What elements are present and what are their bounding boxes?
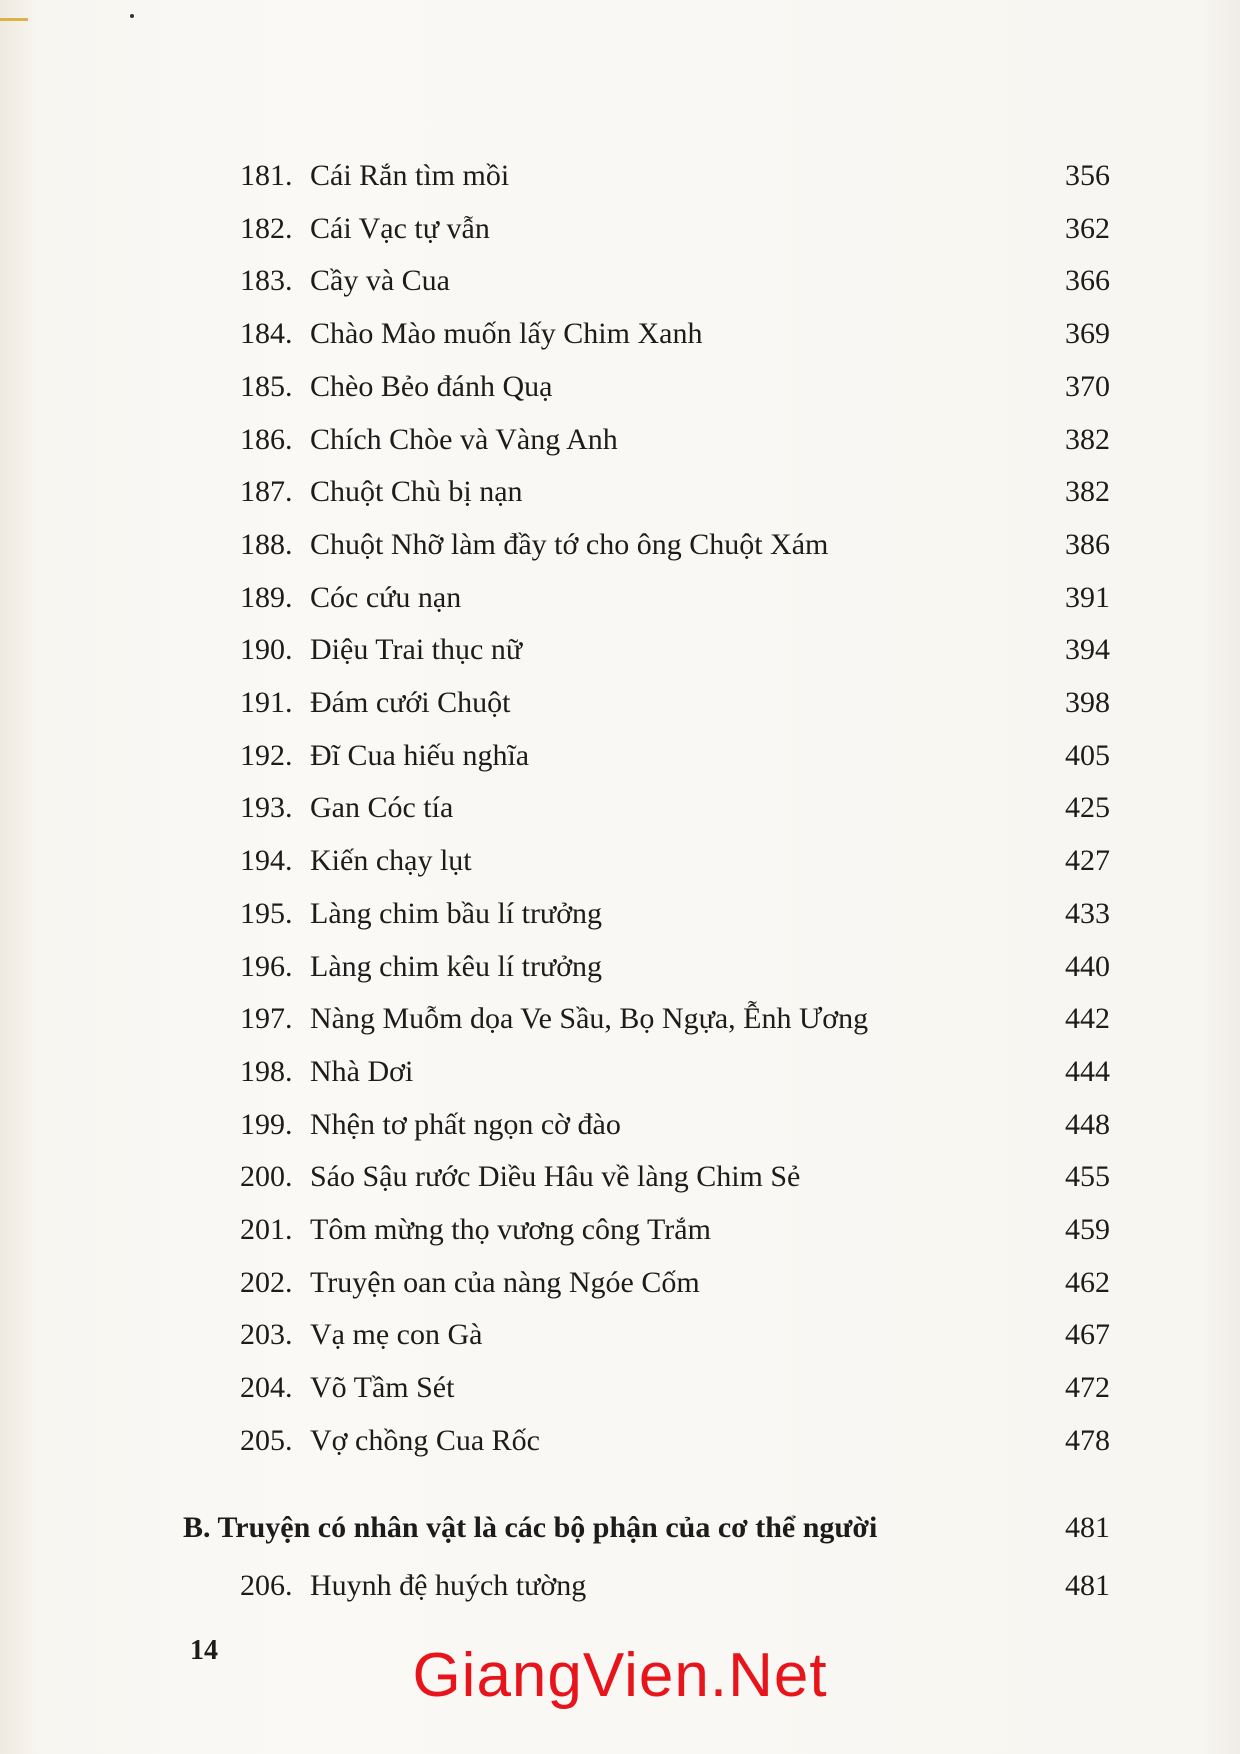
entry-number: 204. [240, 1371, 293, 1405]
entry-title: Gan Cóc tía [310, 791, 454, 825]
entry-title: Nhà Dơi [310, 1054, 414, 1088]
entry-title: Chuột Chù bị nạn [310, 475, 523, 509]
entry-title: Vợ chồng Cua Rốc [310, 1423, 540, 1457]
entry-page: 394 [1065, 633, 1110, 667]
entry-number: 200. [240, 1160, 293, 1194]
entry-title: Làng chim kêu lí trưởng [310, 949, 603, 983]
entry-number: 192. [240, 738, 293, 772]
toc-entry [0, 888, 1240, 940]
toc-entry [0, 1560, 1240, 1612]
entry-number: 202. [240, 1265, 293, 1299]
toc-entry [0, 782, 1240, 834]
entry-number: 187. [240, 475, 293, 509]
entry-number: 188. [240, 527, 293, 561]
toc-entry [0, 1046, 1240, 1098]
entry-page: 425 [1065, 791, 1110, 825]
toc-entry [0, 835, 1240, 887]
entry-number: 196. [240, 949, 293, 983]
toc-entry [0, 941, 1240, 993]
entry-number: 193. [240, 791, 293, 825]
page-edge-mark [0, 18, 28, 21]
entry-number: 182. [240, 211, 293, 245]
entry-title: Nhện tơ phất ngọn cờ đào [310, 1107, 621, 1141]
entry-page: 427 [1065, 844, 1110, 878]
toc-entry [0, 308, 1240, 360]
entry-page: 391 [1065, 580, 1110, 614]
entry-page: 481 [1065, 1569, 1110, 1602]
entry-page: 370 [1065, 369, 1110, 403]
entry-page: 455 [1065, 1160, 1110, 1194]
toc-entry [0, 466, 1240, 518]
toc-entry [0, 203, 1240, 255]
toc-entry [0, 730, 1240, 782]
entry-page: 398 [1065, 686, 1110, 719]
entry-number: 186. [240, 422, 293, 456]
entry-page: 459 [1065, 1213, 1110, 1246]
toc-entry [0, 414, 1240, 466]
entry-page: 462 [1065, 1265, 1110, 1299]
toc-entry [0, 150, 1240, 202]
entry-page: 366 [1065, 264, 1110, 298]
entry-title: Sáo Sậu rước Diều Hâu về làng Chim Sẻ [310, 1160, 801, 1194]
toc-entry [0, 361, 1240, 413]
entry-title: Làng chim bầu lí trưởng [310, 896, 603, 930]
entry-page: 356 [1065, 159, 1110, 192]
entry-number: 203. [240, 1318, 293, 1352]
entry-page: 448 [1065, 1107, 1110, 1141]
entry-page: 382 [1065, 475, 1110, 509]
entry-title: Võ Tầm Sét [310, 1371, 455, 1405]
entry-title: Chuột Nhỡ làm đầy tớ cho ông Chuột Xám [310, 527, 829, 561]
entry-number: 198. [240, 1054, 293, 1088]
entry-number: 194. [240, 844, 293, 878]
entry-number: 201. [240, 1213, 293, 1246]
entry-title: Đĩ Cua hiếu nghĩa [310, 738, 530, 772]
entry-number: 181. [240, 159, 293, 192]
entry-title: Nàng Muỗm dọa Ve Sầu, Bọ Ngựa, Ễnh Ương [310, 1002, 869, 1036]
section-title: B. Truyện có nhân vật là các bộ phận của cơ thể người [183, 1511, 878, 1544]
entry-number: 183. [240, 264, 293, 298]
entry-title: Huynh đệ huých tường [310, 1569, 587, 1602]
entry-title: Cái Rắn tìm mồi [310, 159, 510, 192]
toc-entry [0, 1099, 1240, 1151]
entry-page: 433 [1065, 896, 1110, 930]
entry-title: Kiến chạy lụt [310, 844, 472, 878]
entry-page: 362 [1065, 211, 1110, 245]
entry-page: 440 [1065, 949, 1110, 983]
toc-entry [0, 572, 1240, 624]
entry-title: Đám cưới Chuột [310, 686, 511, 719]
toc-entry [0, 1309, 1240, 1361]
speck-mark [130, 14, 134, 18]
entry-number: 185. [240, 369, 293, 403]
watermark-logo: GiangVien.Net [412, 1641, 828, 1710]
entry-title: Tôm mừng thọ vương công Trắm [310, 1213, 711, 1246]
entry-number: 189. [240, 580, 293, 614]
entry-page: 478 [1065, 1423, 1110, 1457]
entry-title: Cái Vạc tự vẫn [310, 211, 490, 245]
toc-entry [0, 1204, 1240, 1256]
entry-number: 197. [240, 1002, 293, 1036]
entry-title: Cầy và Cua [310, 264, 450, 298]
section-page: 481 [1065, 1511, 1110, 1544]
entry-number: 190. [240, 633, 293, 667]
entry-page: 405 [1065, 738, 1110, 772]
entry-number: 195. [240, 896, 293, 930]
page-number: 14 [190, 1635, 218, 1666]
entry-number: 184. [240, 317, 293, 351]
section-b-heading [0, 1502, 1240, 1554]
entry-title: Diệu Trai thục nữ [310, 633, 523, 667]
entry-page: 369 [1065, 317, 1110, 351]
entry-title: Chèo Bẻo đánh Quạ [310, 369, 553, 403]
toc-entry [0, 624, 1240, 676]
toc-entry [0, 519, 1240, 571]
entry-page: 386 [1065, 527, 1110, 561]
entry-page: 467 [1065, 1318, 1110, 1352]
entry-page: 444 [1065, 1054, 1110, 1088]
entry-number: 191. [240, 686, 293, 719]
toc-entry [0, 1151, 1240, 1203]
toc-entry [0, 1362, 1240, 1414]
entry-page: 382 [1065, 422, 1110, 456]
toc-entry [0, 255, 1240, 307]
entry-title: Chào Mào muốn lấy Chim Xanh [310, 317, 703, 351]
entry-title: Cóc cứu nạn [310, 580, 462, 614]
toc-entry [0, 993, 1240, 1045]
entry-title: Vạ mẹ con Gà [310, 1318, 483, 1352]
entry-page: 442 [1065, 1002, 1110, 1036]
toc-entry [0, 1257, 1240, 1309]
entry-number: 206. [240, 1569, 293, 1602]
toc-entry [0, 1415, 1240, 1467]
entry-title: Truyện oan của nàng Ngóe Cốm [310, 1265, 700, 1299]
entry-number: 205. [240, 1423, 293, 1457]
entry-page: 472 [1065, 1371, 1110, 1405]
entry-number: 199. [240, 1107, 293, 1141]
entry-title: Chích Chòe và Vàng Anh [310, 422, 618, 456]
toc-entry [0, 677, 1240, 729]
